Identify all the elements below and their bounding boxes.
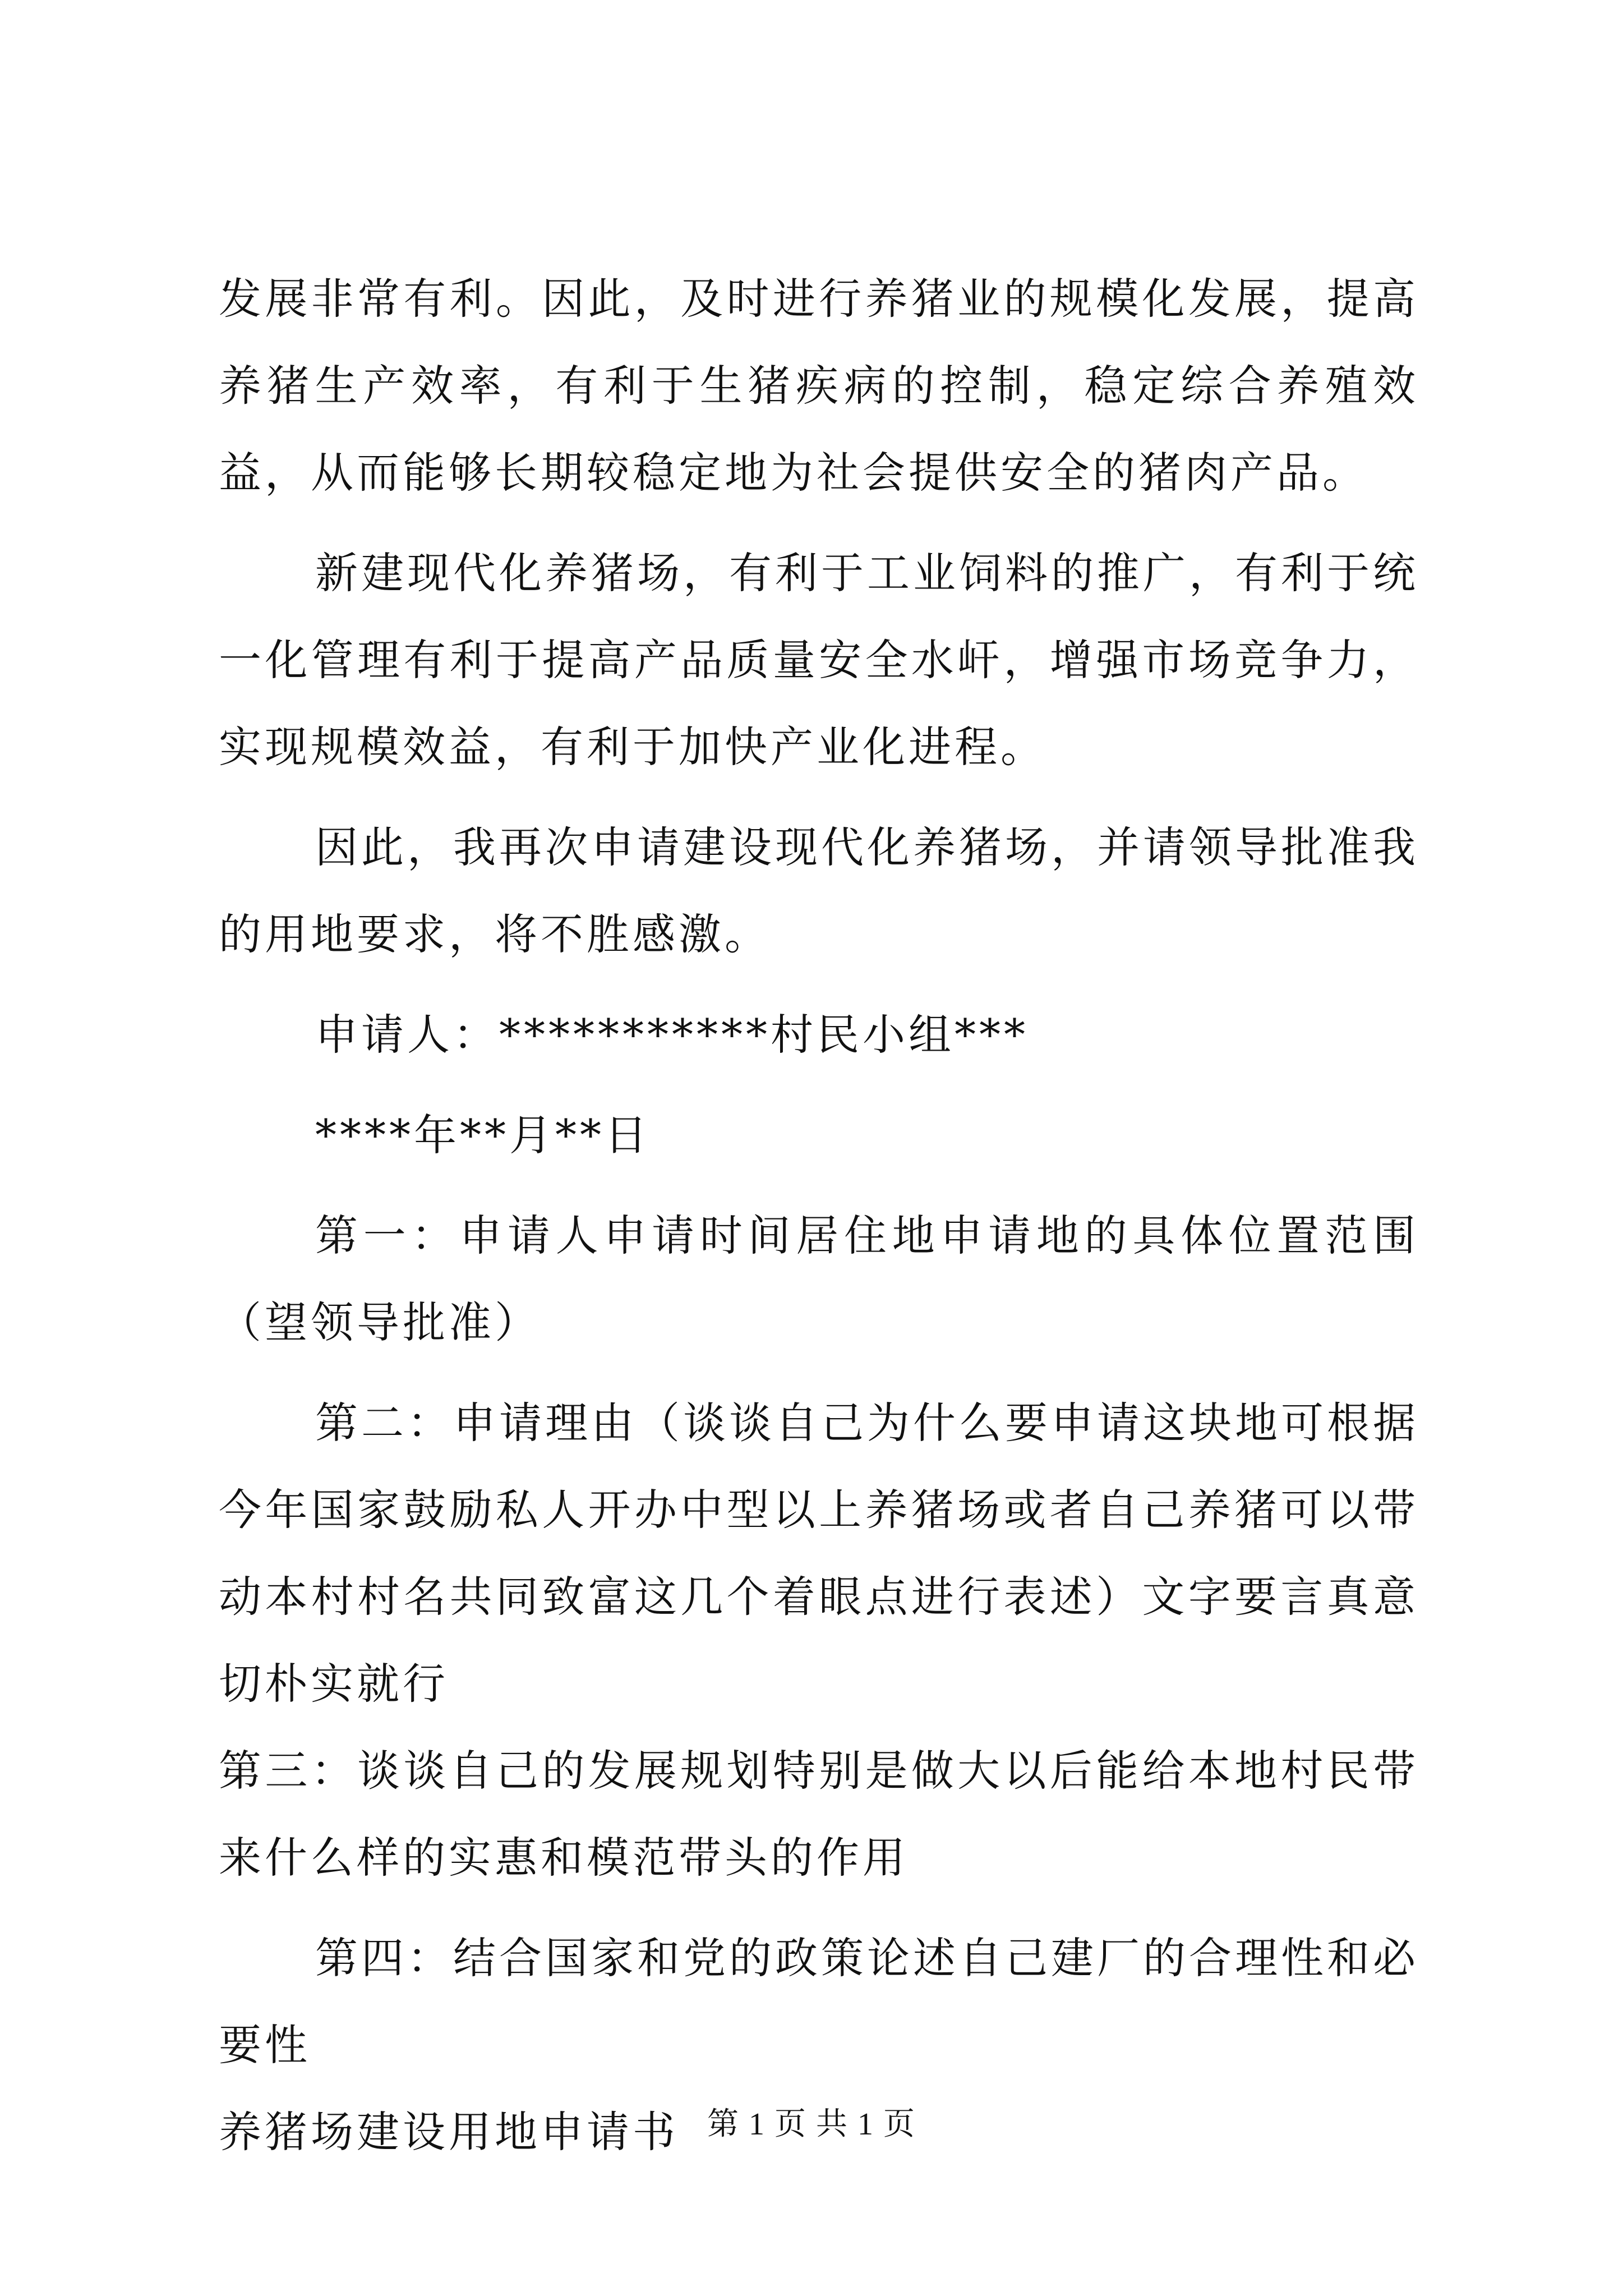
item-third: 第三：谈谈自己的发展规划特别是做大以后能给本地村民带来什么样的实惠和模范带头的作用: [219, 1746, 1419, 1883]
item-first: 第一：申请人申请时间居住地申请地的具体位置范围（望领导批准）: [219, 1211, 1419, 1347]
date-line: ****年**月**日: [315, 1110, 651, 1160]
item-fourth: 第四：结合国家和党的政策论述自己建厂的合理性和必要性: [219, 1933, 1419, 2070]
closing-title: 养猪场建设用地申请书: [219, 2107, 679, 2157]
document-body: [219, 255, 1419, 2175]
paragraph-scale-benefits: 发展非常有利。因此，及时进行养猪业的规模化发展，提高养猪生产效率，有利于生猪疾病的控制，稳定综合养殖效益，从而能够长期较稳定地为社会提供安全的猪肉产品。: [219, 274, 1419, 498]
item-second: 第二：申请理由（谈谈自己为什么要申请这块地可根据今年国家鼓励私人开办中型以上养猪场或者自己养猪可以带动本村村名共同致富这几个着眼点进行表述）文字要言真意切朴实就行: [219, 1398, 1419, 1709]
paragraph-new-farm: 新建现代化养猪场，有利于工业饲料的推广，有利于统一化管理有利于提高产品质量安全水屽，增强市场竞争力，实现规模效益，有利于加快产业化进程。: [219, 548, 1419, 772]
page-number-footer: 第 1 页 共 1 页: [707, 2107, 916, 2142]
paragraph-request: 因此，我再次申请建设现代化养猪场，并请领导批准我的用地要求，将不胜感激。: [219, 822, 1419, 959]
applicant-line: 申请人：***********村民小组***: [315, 1010, 1029, 1060]
